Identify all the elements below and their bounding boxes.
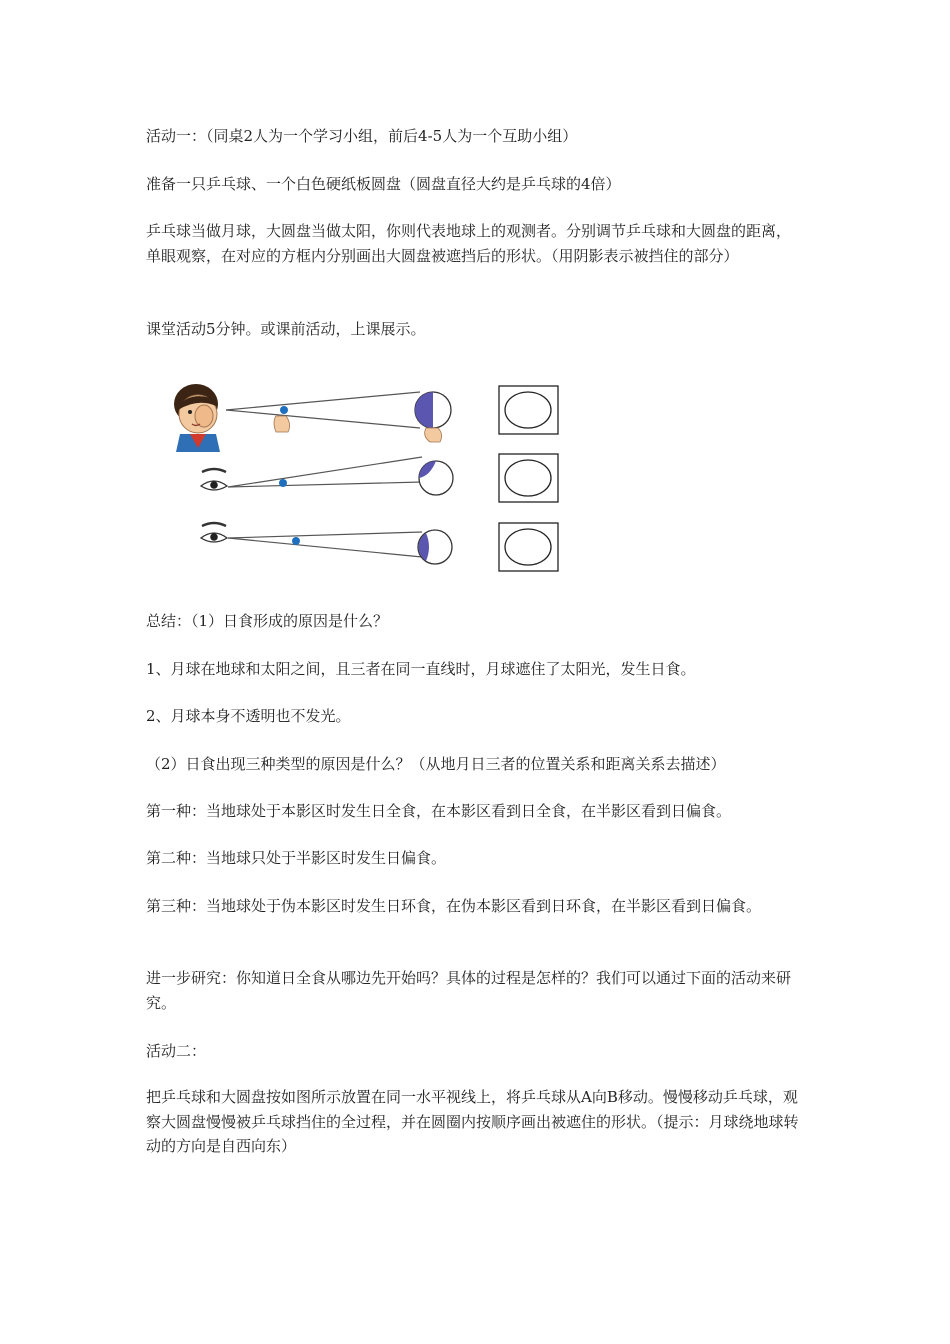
further-research: 进一步研究：你知道日全食从哪边先开始吗？具体的过程是怎样的？我们可以通过下面的活动来研究。 [146,969,792,1012]
answer-box-1 [499,386,558,434]
eye-observer-2 [201,469,227,490]
sight-line-top-1 [226,392,420,410]
experiment-illustration [168,362,590,584]
summary-question-1: 总结：（1）日食形成的原因是什么？ [146,612,389,630]
eyebrow-3 [202,523,226,526]
activity2-body: 把乒乓球和大圆盘按如图所示放置在同一水平视线上，将乒乓球从A向B移动。慢慢移动乒乓球，观察大圆盘慢慢被乒乓球挡住的全过程，并在圆圈内按顺序画出被遮住的形状。（提示：月球绕地球转动的方向是自西向东） [146,1088,799,1155]
activity1-prepare: 准备一只乒乓球、一个白色硬纸板圆盘（圆盘直径大约是乒乓球的4倍） [146,175,621,193]
disk-1-shadow [415,392,433,428]
eye-pupil-2 [210,481,218,489]
eye-pupil-3 [210,533,218,541]
activity1-intro: 活动一：（同桌2人为一个学习小组，前后4-5人为一个互助小组） [146,127,578,145]
eclipse-type-3: 第三种：当地球处于伪本影区时发生日环食，在伪本影区看到日环食，在半影区看到日偏食。 [146,897,762,915]
summary-answer-1: 1、月球在地球和太阳之间，且三者在同一直线时，月球遮住了太阳光，发生日食。 [146,660,696,678]
eye-observer-3 [201,523,227,542]
ping-pong-ball-2 [279,479,287,487]
hand-holding-disk-icon [425,428,442,442]
sight-line-bottom-1 [226,410,420,428]
sight-line-bottom-3 [228,538,422,557]
activity1-time-note: 课堂活动5分钟。或课前活动，上课展示。 [146,320,426,338]
eclipse-type-2: 第二种：当地球只处于半影区时发生日偏食。 [146,849,447,867]
boy-hand [195,405,213,427]
answer-box-3 [499,523,558,571]
eyebrow-2 [202,469,226,472]
summary-answer-2: 2、月球本身不透明也不发光。 [146,707,351,725]
boy-observer [174,384,220,452]
eclipse-type-1: 第一种：当地球处于本影区时发生日全食，在本影区看到日全食，在半影区看到日偏食。 [146,802,732,820]
ping-pong-ball-3 [292,537,300,545]
answer-box-2 [499,454,558,502]
activity1-instructions: 乒乓球当做月球，大圆盘当做太阳，你则代表地球上的观测者。分别调节乒乓球和大圆盘的距离，单眼观察，在对应的方框内分别画出大圆盘被遮挡后的形状。（用阴影表示被挡住的部分） [146,222,792,265]
eclipse-experiment-figure [168,362,590,584]
summary-question-2: （2）日食出现三种类型的原因是什么？（从地月日三者的位置关系和距离关系去描述） [146,755,726,773]
sight-line-top-3 [228,532,422,538]
boy-eye-icon [188,410,192,414]
hand-holding-ball-icon [274,416,290,432]
ping-pong-ball-1 [280,406,288,414]
activity2-title: 活动二： [146,1042,207,1060]
